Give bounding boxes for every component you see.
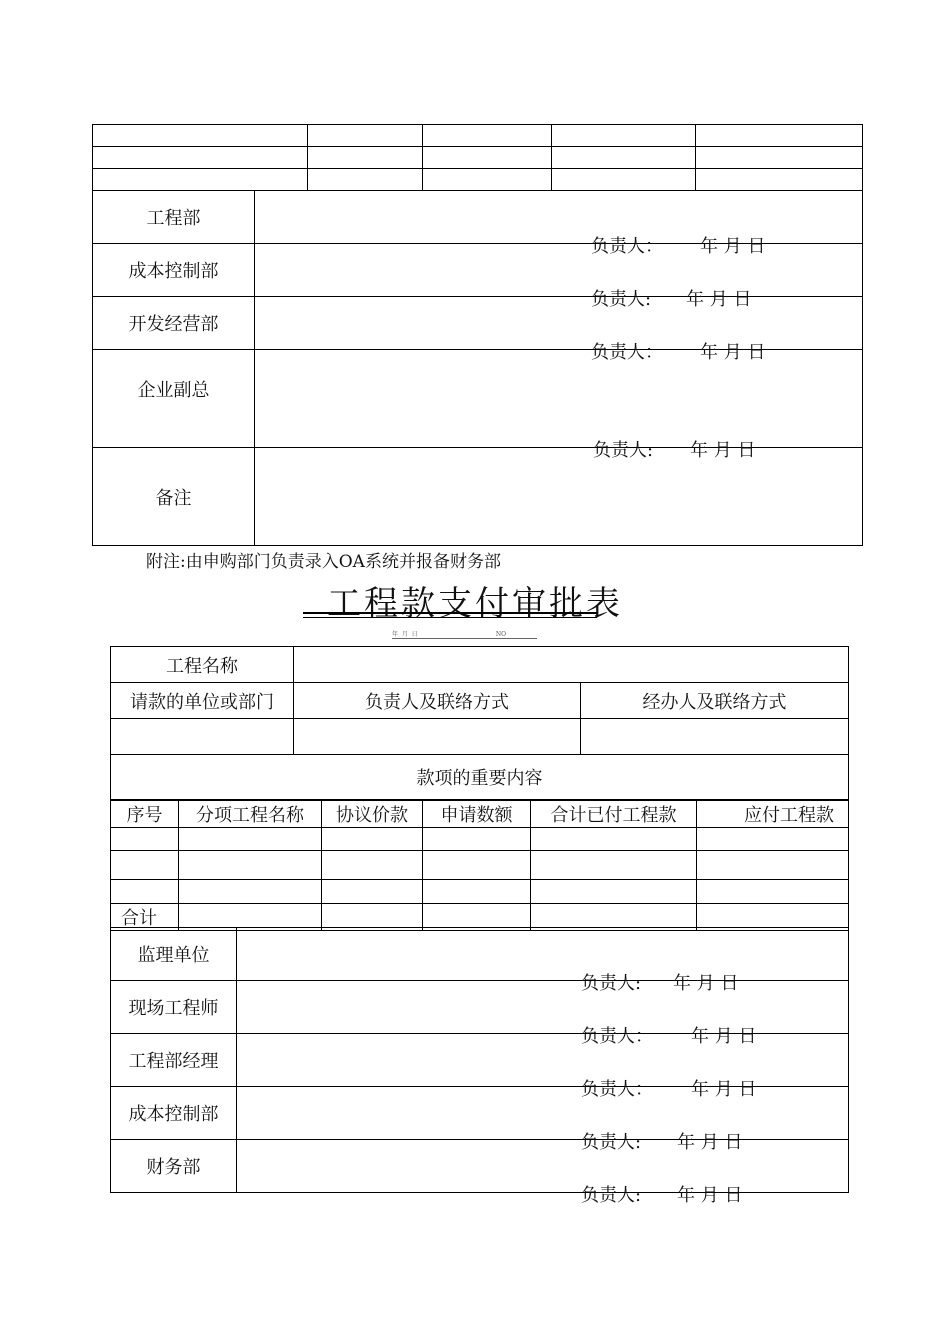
approvals-table	[110, 927, 849, 1206]
form-header-table	[110, 646, 849, 800]
dept-label: 开发经营部	[93, 297, 255, 350]
date-label: 年 月 日	[677, 1185, 743, 1206]
remark-field[interactable]	[255, 448, 863, 546]
column-header: 申请数额	[423, 801, 531, 828]
dept-label: 工程部经理	[111, 1034, 237, 1087]
project-name-field[interactable]	[294, 647, 849, 683]
total-label: 合计	[111, 904, 179, 931]
requester-label: 请款的单位或部门	[111, 683, 294, 719]
remark-label: 备注	[93, 448, 255, 546]
dept-label: 成本控制部	[111, 1087, 237, 1140]
column-header: 协议价款	[322, 801, 423, 828]
responsible-label: 负责人：	[581, 1079, 653, 1100]
table-row	[111, 880, 849, 904]
dept-label: 成本控制部	[93, 244, 255, 297]
table-row	[111, 851, 849, 880]
column-header: 序号	[111, 801, 179, 828]
date-label: 年 月 日	[677, 1132, 743, 1153]
blank-row	[93, 169, 863, 191]
remark-row	[93, 448, 863, 546]
top-approval-table	[92, 124, 863, 191]
responsible-label: 负责人：	[591, 342, 663, 363]
blank-row	[93, 147, 863, 169]
date-label: 年 月 日	[673, 973, 739, 994]
dept-label: 现场工程师	[111, 981, 237, 1034]
requester-field[interactable]	[111, 719, 294, 755]
blank-row	[93, 125, 863, 147]
dept-label: 工程部	[93, 191, 255, 244]
contact-label: 负责人及联络方式	[294, 683, 581, 719]
form-title: 工程款支付审批表	[327, 584, 623, 624]
dept-label: 财务部	[111, 1140, 237, 1193]
approval-row-supervisor	[111, 928, 849, 981]
responsible-label: 负责人:	[581, 973, 642, 994]
dept-label: 监理单位	[111, 928, 237, 981]
title-underline	[303, 612, 597, 618]
responsible-label: 负责人：	[581, 1026, 653, 1047]
footnote: 附注:由申购部门负责录入OA系统并报备财务部	[146, 552, 501, 572]
responsible-label: 负责人:	[593, 439, 654, 461]
project-name-label: 工程名称	[111, 647, 294, 683]
date-label: 年 月 日	[700, 342, 766, 363]
items-header-row	[111, 801, 849, 828]
date-number-line: 年 月 日 NO	[392, 629, 537, 639]
items-table	[110, 800, 849, 931]
column-header: 分项工程名称	[179, 801, 322, 828]
handler-field[interactable]	[581, 719, 849, 755]
date-label: 年 月 日	[691, 1026, 757, 1047]
content-heading: 款项的重要内容	[111, 755, 849, 800]
date-label: 年 月 日	[690, 439, 756, 461]
responsible-label: 负责人:	[581, 1185, 642, 1206]
date-label: 年 月 日	[686, 289, 752, 310]
sign-row-vice-president	[93, 350, 863, 448]
column-header: 合计已付工程款	[531, 801, 697, 828]
responsible-label: 负责人:	[591, 289, 652, 310]
responsible-label: 负责人:	[581, 1132, 642, 1153]
sign-row-engineering	[93, 191, 863, 244]
dept-label: 企业副总	[93, 350, 255, 448]
contact-field[interactable]	[294, 719, 581, 755]
handler-label: 经办人及联络方式	[581, 683, 849, 719]
responsible-label: 负责人：	[591, 236, 663, 257]
date-label: 年 月 日	[700, 236, 766, 257]
table-row	[111, 828, 849, 851]
top-sign-table	[92, 190, 863, 546]
column-header: 应付工程款	[697, 801, 849, 828]
date-label: 年 月 日	[691, 1079, 757, 1100]
